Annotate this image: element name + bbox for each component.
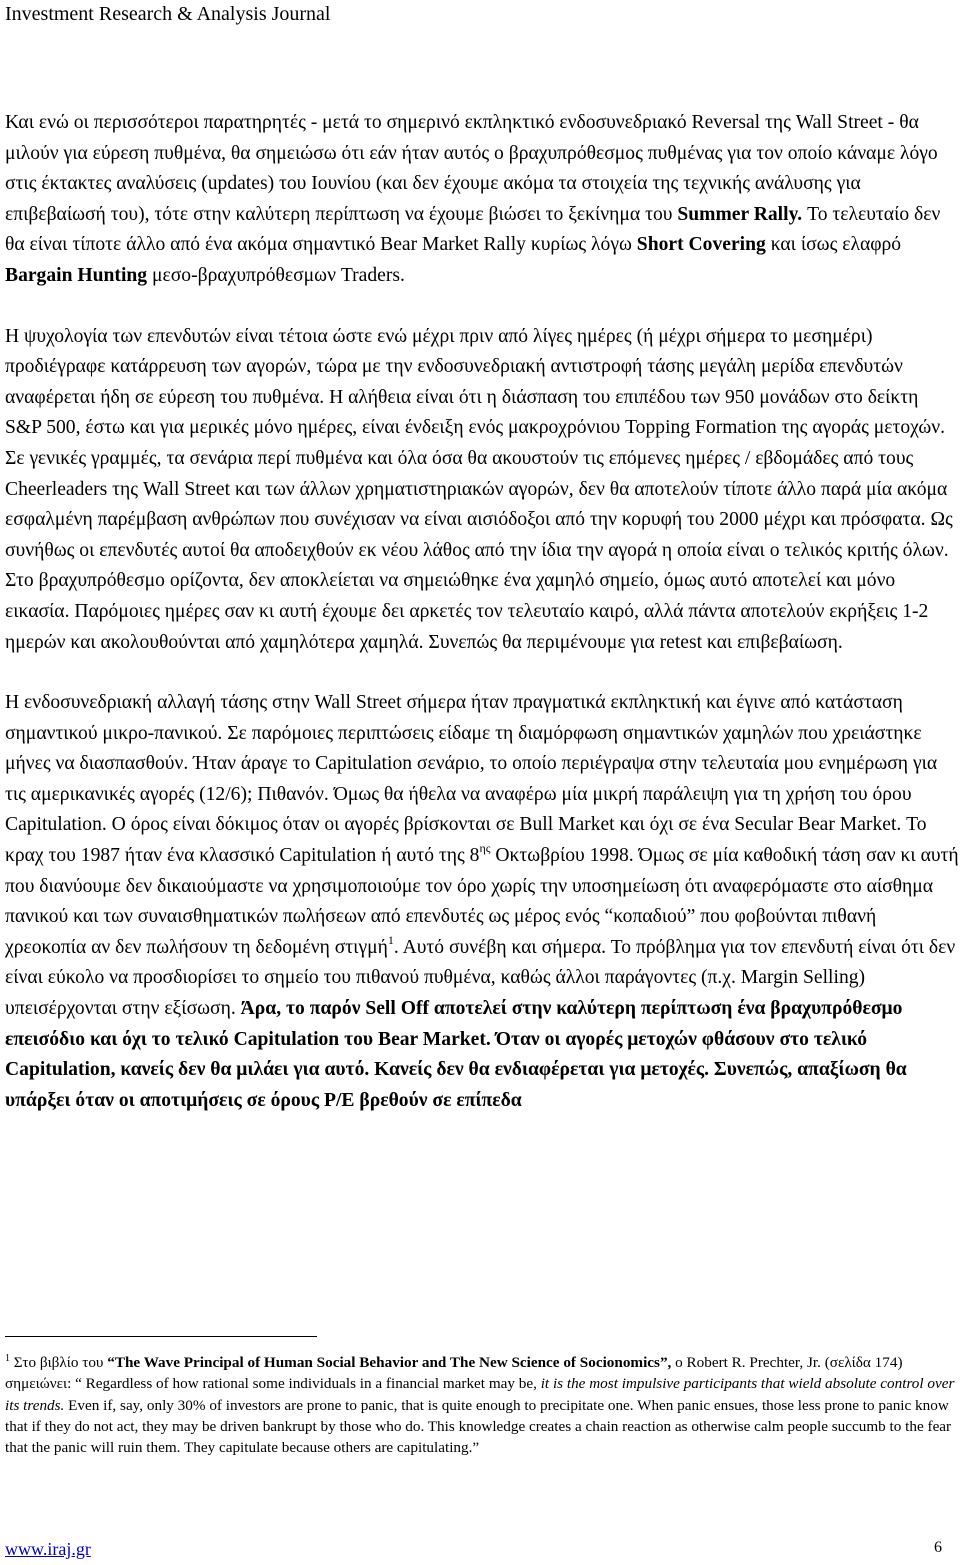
footnote-divider (5, 1336, 317, 1337)
paragraph-1 (5, 108, 959, 292)
footnote-text-3: Even if, say, only 30% of investors are prone to panic, that is quite enough to precipitate one. When panic ensues, those less prone to panic know that if they do not act, they may be driven bankrupt by those who do. This knowledge creates a chain reaction as otherwise calm people succumb to the fear that the panic will ruin them. They capitulate because others are capitulating.” (5, 1396, 952, 1457)
paragraph-3 (5, 688, 959, 1116)
paragraph-1-text-4: μεσο-βραχυπρόθεσμων Traders. (147, 264, 405, 286)
paragraph-1-text-1: Και ενώ οι περισσότεροι παρατηρητές - μετά το σημερινό εκπληκτικό ενδοσυνεδριακό Reversal της Wall Street - θα μιλούν για εύρεση πυθμένα, θα σημειώσω ότι εάν ήταν αυτός ο βραχυπρόθεσμος πυθμένας για τον οποίο κάναμε λόγο στις έκτακτες αναλύσεις (updates) του Ιουνίου (και δεν έχουμε ακόμα τα στοιχεία της τεχνικής ανάλυσης για επιβεβαίωσή του), τότε στην καλύτερη περίπτωση να έχουμε βιώσει το ξεκίνημα του (5, 112, 938, 225)
paragraph-3-text-3: . Αυτό συνέβη και σήμερα. Το πρόβλημα για τον επενδυτή είναι ότι δεν είναι εύκολο να προσδιορίσει το σημείο του πιθανού πυθμένα, καθώς άλλοι παράγοντες (π.χ. Margin Selling) υπεισέρχονται στην εξίσωση. (5, 936, 956, 1020)
footnote-text-1: Στο βιβλίο του (10, 1354, 108, 1371)
footnote-mark: 1 (5, 1353, 10, 1364)
paragraph-3-text-1: Η ενδοσυνεδριακή αλλαγή τάσης στην Wall Street σήμερα ήταν πραγματικά εκπληκτική και έγινε από κατάσταση σημαντικού μικρο-πανικού. Σε παρόμοιες περιπτώσεις είδαμε τη διαμόρφωση σημαντικών χαμηλών που χρειάστηκε μήνες να διασπασθούν. Ήταν άραγε το Capitulation σενάριο, το οποίο περιέγραψα στην τελευταία μου ενημέρωση για τις αμερικανικές αγορές (12/6); Πιθανόν. Όμως θα ήθελα να αναφέρω μία μικρή παράλειψη για τη χρήση του όρου Capitulation. Ο όρος είναι δόκιμος όταν οι αγορές βρίσκονται σε Bull Market και όχι σε ένα Secular Bear Market. Το κραχ του 1987 ήταν ένα κλασσικό Capitulation ή αυτό της 8 (5, 692, 938, 867)
paragraph-1-text-2: Το τελευταίο δεν θα είναι τίποτε άλλο από ένα ακόμα σημαντικό Bear Market Rally κυρίως λόγω (5, 203, 941, 256)
bargain-hunting-bold: Bargain Hunting (5, 264, 148, 286)
page-number: 6 (934, 1539, 942, 1556)
footnote-text-2: ο Robert R. Prechter, Jr. (σελίδα 174) σημειώνει: “ Regardless of how rational some individuals in a financial market may be, (5, 1354, 903, 1393)
quote-italic: it is the most impulsive participants that wield absolute control over its trends. (5, 1375, 955, 1414)
paragraph-1-text-3: και ίσως ελαφρό (765, 234, 902, 256)
footnote-reference: 1 (387, 932, 394, 947)
article-body (5, 108, 959, 1116)
ordinal-superscript: ης (479, 841, 491, 856)
short-covering-bold: Short Covering (636, 234, 766, 256)
paragraph-2: Η ψυχολογία των επενδυτών είναι τέτοια ώστε ενώ μέχρι πριν από λίγες ημέρες (ή μέχρι σήμερα το μεσημέρι) προδιέγραφε κατάρρευση των αγορών, τώρα με την ενδοσυνεδριακή αντιστροφή τάσης μεγάλη μερίδα επενδυτών αναφέρεται ήδη σε εύρεση του πυθμένα. Η αλήθεια είναι ότι η διάσπαση του επιπέδου των 950 μονάδων στο δείκτη S&P 500, έστω και για μερικές μόνο ημέρες, είναι ένδειξη ενός μακροχρόνιου Topping Formation της αγοράς μετοχών. Σε γενικές γραμμές, τα σενάρια περί πυθμένα και όλα όσα θα ακουστούν τις επόμενες ημέρες / εβδομάδες από τους Cheerleaders της Wall Street και των άλλων χρηματιστηριακών αγορών, δεν θα αποτελούν τίποτε άλλο παρά μία ακόμα εσφαλμένη παρέμβαση ανθρώπων που συνέχισαν να είναι αισιόδοξοι από την κορυφή του 2000 μέχρι και πρόσφατα. Ως συνήθως οι επενδυτές αυτοί θα αποδειχθούν εκ νέου λάθος από την ίδια την αγορά η οποία είναι ο τελικός κριτής όλων. Στο βραχυπρόθεσμο ορίζοντα, δεν αποκλείεται να σημειώθηκε ένα χαμηλό σημείο, όμως αυτό αποτελεί και μόνο εικασία. Παρόμοιες ημέρες σαν κι αυτή έχουμε δει αρκετές τον τελευταίο καιρό, αλλά πάντα αποτελούν εκρήξεις 1-2 ημερών και ακολουθούνται από χαμηλότερα χαμηλά. Συνεπώς θα περιμένουμε για retest και επιβεβαίωση. (5, 325, 953, 653)
summer-rally-bold: Summer Rally. (677, 203, 803, 225)
journal-header: Investment Research & Analysis Journal (5, 3, 331, 25)
footnote-1 (5, 1352, 955, 1458)
paragraph-3-text-2: Οκτωβρίου 1998. Όμως σε μία καθοδική τάση σαν κι αυτή που διανύουμε δεν δικαιούμαστε να χρησιμοποιούμε τον όρο χωρίς την υποσημείωση ότι αναφερόμαστε στο αίσθημα πανικού και των συναισθηματικών πωλήσεων από επενδυτές ως μέρος ενός “κοπαδιού” που φοβούνται πιθανή χρεοκοπία αν δεν πωλήσουν τη δεδομένη στιγμή (5, 845, 959, 958)
paragraph-3-bold-conclusion: Άρα, το παρόν Sell Off αποτελεί στην καλύτερη περίπτωση ένα βραχυπρόθεσμο επεισόδιο και όχι το τελικό Capitulation του Bear Market. Όταν οι αγορές μετοχών φθάσουν στο τελικό Capitulation, κανείς δεν θα μιλάει για αυτό. Κανείς δεν θα ενδιαφέρεται για μετοχές. Συνεπώς, απαξίωση θα υπάρξει όταν οι αποτιμήσεις σε όρους P/E βρεθούν σε επίπεδα (5, 998, 907, 1111)
website-link[interactable]: www.iraj.gr (5, 1539, 91, 1559)
book-title-bold: “The Wave Principal of Human Social Behavior and The New Science of Socionomics”, (107, 1354, 672, 1371)
